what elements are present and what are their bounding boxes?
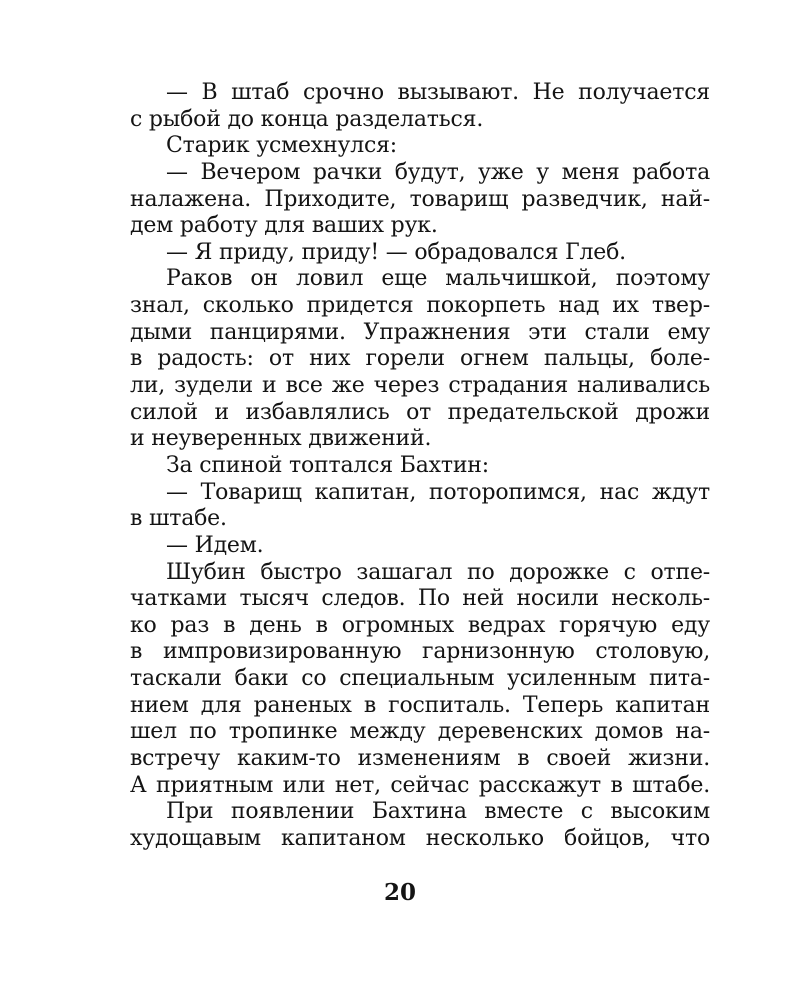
text-line: в штабе. (130, 506, 227, 532)
text-line: — Товарищ капитан, поторопимся, нас ждут (166, 479, 710, 505)
text-line: А приятным или нет, сейчас расскажут в штабе. (130, 772, 710, 798)
text-line: в радость: от них горели огнем пальцы, боле- (130, 346, 710, 372)
text-line: — Я приду, приду! — обрадовался Глеб. (166, 239, 626, 265)
text-line: налажена. Приходите, товарищ разведчик, най- (130, 186, 710, 212)
text-line: За спиной топтался Бахтин: (166, 452, 489, 478)
text-line: — В штаб срочно вызывают. Не получается (166, 80, 710, 105)
page-number: 20 (383, 879, 416, 906)
text-line: худощавым капитаном несколько бойцов, что (130, 825, 710, 851)
text-line: знал, сколько придется покорпеть над их твер- (130, 293, 710, 319)
text-line: ли, зудели и все же через страдания наливались (130, 373, 710, 399)
text-line: нием для раненых в госпиталь. Теперь капитан (130, 692, 710, 718)
text-line: Раков он ловил еще мальчишкой, поэтому (166, 266, 710, 292)
text-line: дыми панцирями. Упражнения эти стали ему (130, 319, 710, 345)
text-line: с рыбой до конца разделаться. (130, 106, 484, 132)
text-line: силой и избавлялись от предательской дрожи (130, 399, 710, 425)
text-line: При появлении Бахтина вместе с высоким (166, 799, 710, 825)
text-line: в импровизированную гарнизонную столовую, (130, 639, 710, 665)
text-line: шел по тропинке между деревенских домов на- (130, 719, 710, 745)
text-line: и неуверенных движений. (130, 426, 432, 452)
text-line: Шубин быстро зашагал по дорожке с отпе- (166, 559, 710, 585)
text-line: Старик усмехнулся: (166, 133, 398, 159)
text-line: — Вечером рачки будут, уже у меня работа (166, 159, 710, 185)
text-line: дем работу для ваших рук. (130, 213, 438, 239)
text-line: таскали баки со специальным усиленным пита- (130, 666, 710, 692)
text-line: встречу каким-то изменениям в своей жизни. (130, 746, 710, 772)
text-line: чатками тысяч следов. По ней носили несколь- (130, 586, 710, 612)
text-line: ко раз в день в огромных ведрах горячую еду (130, 612, 710, 638)
text-line: — Идем. (166, 532, 264, 558)
page-text (130, 80, 710, 853)
